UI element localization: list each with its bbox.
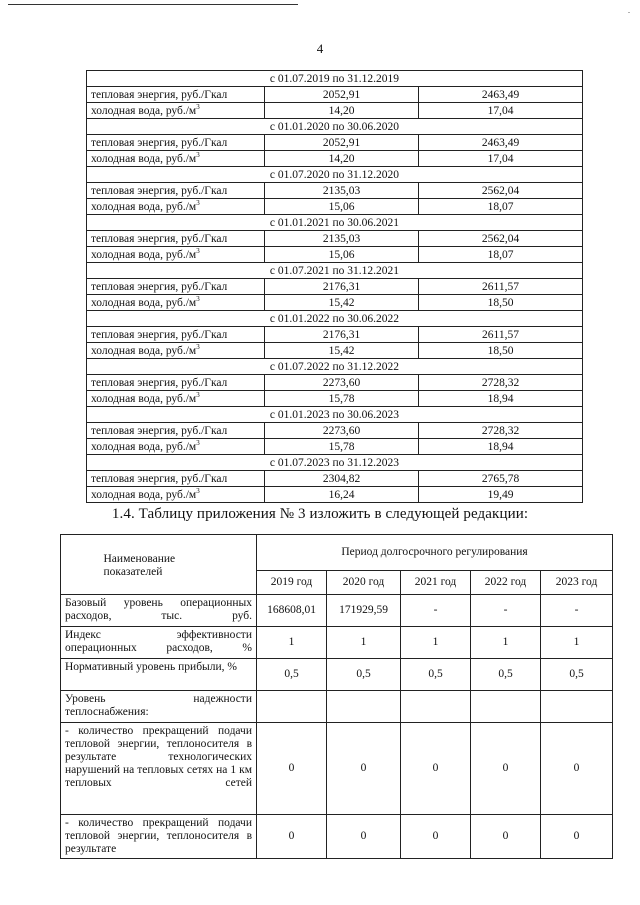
tariff-name: тепловая энергия, руб./Гкал (87, 375, 265, 391)
param-value: 0,5 (257, 659, 327, 691)
param-value (401, 691, 471, 723)
tariff-value-2: 18,50 (419, 295, 583, 311)
tariff-value-2: 17,04 (419, 151, 583, 167)
tariff-value-1: 2135,03 (265, 183, 419, 199)
param-value: 0 (327, 723, 401, 815)
period-row (87, 407, 583, 423)
tariff-name: тепловая энергия, руб./Гкал (87, 183, 265, 199)
tariff-name: тепловая энергия, руб./Гкал (87, 231, 265, 247)
period-row (87, 263, 583, 279)
period-label: с 01.01.2021 по 30.06.2021 (87, 215, 583, 231)
param-value: 0 (327, 815, 401, 859)
tariff-value-2: 2611,57 (419, 327, 583, 343)
tariff-value-2: 18,94 (419, 391, 583, 407)
param-value: 1 (327, 627, 401, 659)
param-row (61, 815, 613, 859)
tariff-row (87, 439, 583, 455)
tariff-row (87, 231, 583, 247)
tariff-value-2: 18,94 (419, 439, 583, 455)
tariff-value-1: 2273,60 (265, 423, 419, 439)
tariff-value-2: 2728,32 (419, 375, 583, 391)
tariff-row (87, 423, 583, 439)
tariff-value-1: 14,20 (265, 151, 419, 167)
param-value: 0 (471, 815, 541, 859)
tariff-value-1: 15,06 (265, 199, 419, 215)
param-name: - количество прекращений подачи тепловой энергии, теплоносителя в результате (61, 815, 257, 859)
period-row (87, 359, 583, 375)
tariff-value-2: 18,50 (419, 343, 583, 359)
period-label: с 01.07.2020 по 31.12.2020 (87, 167, 583, 183)
param-value: 1 (541, 627, 613, 659)
tariff-value-2: 17,04 (419, 103, 583, 119)
param-row (61, 595, 613, 627)
param-row (61, 627, 613, 659)
year-header: 2023 год (541, 571, 613, 595)
tariff-row (87, 87, 583, 103)
section-heading: 1.4. Таблицу приложения № 3 изложить в следующей редакции: (111, 506, 529, 522)
tariff-row (87, 327, 583, 343)
period-label: с 01.01.2020 по 30.06.2020 (87, 119, 583, 135)
tariff-value-2: 2728,32 (419, 423, 583, 439)
tariff-value-2: 18,07 (419, 247, 583, 263)
period-row (87, 119, 583, 135)
param-row (61, 659, 613, 691)
tariff-value-1: 15,78 (265, 391, 419, 407)
param-value (471, 691, 541, 723)
param-value: 0 (401, 815, 471, 859)
tariff-value-1: 15,42 (265, 343, 419, 359)
tariff-row (87, 183, 583, 199)
tariff-row (87, 279, 583, 295)
param-value: 0 (401, 723, 471, 815)
param-name: Базовый уровень операционных расходов, тыс. руб. (61, 595, 257, 627)
period-row (87, 71, 583, 87)
period-row (87, 167, 583, 183)
period-row (87, 215, 583, 231)
tariff-name: тепловая энергия, руб./Гкал (87, 327, 265, 343)
param-name: Уровень надежности теплоснабжения: (61, 691, 257, 723)
period-label: с 01.07.2019 по 31.12.2019 (87, 71, 583, 87)
period-label: с 01.01.2023 по 30.06.2023 (87, 407, 583, 423)
param-name: - количество прекращений подачи тепловой энергии, теплоносителя в результате технологических нарушений на тепловых сетях на 1 км тепловых сетей (61, 723, 257, 815)
tariff-row (87, 375, 583, 391)
period-label: с 01.01.2022 по 30.06.2022 (87, 311, 583, 327)
param-value (327, 691, 401, 723)
tariff-name: холодная вода, $руб./м^3$ (87, 439, 265, 455)
tariff-name: холодная вода, $руб./м^3$ (87, 391, 265, 407)
param-value: 0 (541, 723, 613, 815)
period-row (87, 455, 583, 471)
tariff-name: холодная вода, $руб./м^3$ (87, 343, 265, 359)
param-row (61, 691, 613, 723)
param-value: - (471, 595, 541, 627)
year-header: 2020 год (327, 571, 401, 595)
tariff-value-1: 14,20 (265, 103, 419, 119)
period-header: Период долгосрочного регулирования (257, 535, 613, 571)
param-value: 0 (541, 815, 613, 859)
page-number: 4 (316, 41, 324, 56)
period-label: с 01.07.2023 по 31.12.2023 (87, 455, 583, 471)
tariff-value-1: 2176,31 (265, 327, 419, 343)
tariff-value-1: 2052,91 (265, 135, 419, 151)
tariff-name: холодная вода, $руб./м^3$ (87, 247, 265, 263)
tariff-name: холодная вода, $руб./м^3$ (87, 199, 265, 215)
year-header: 2022 год (471, 571, 541, 595)
param-value: 1 (257, 627, 327, 659)
tariff-name: тепловая энергия, руб./Гкал (87, 423, 265, 439)
tariff-value-1: 2052,91 (265, 87, 419, 103)
tariff-value-1: 15,42 (265, 295, 419, 311)
param-value: 0,5 (327, 659, 401, 691)
param-value: 0,5 (401, 659, 471, 691)
param-value: 0,5 (541, 659, 613, 691)
tariff-row (87, 103, 583, 119)
tariff-value-1: 15,06 (265, 247, 419, 263)
param-name: Индекс эффективности операционных расходов, % (61, 627, 257, 659)
tariff-value-2: 2463,49 (419, 135, 583, 151)
tariff-value-1: 2273,60 (265, 375, 419, 391)
param-value: 0 (257, 815, 327, 859)
tariff-value-1: 2304,82 (265, 471, 419, 487)
tariff-row (87, 247, 583, 263)
tariff-name: тепловая энергия, руб./Гкал (87, 87, 265, 103)
tariff-row (87, 343, 583, 359)
tariff-value-2: 19,49 (419, 487, 583, 503)
tariff-value-2: 2765,78 (419, 471, 583, 487)
tariff-value-2: 2463,49 (419, 87, 583, 103)
period-label: с 01.07.2022 по 31.12.2022 (87, 359, 583, 375)
param-value: 168608,01 (257, 595, 327, 627)
tariff-name: холодная вода, $руб./м^3$ (87, 103, 265, 119)
param-value: 1 (471, 627, 541, 659)
tariff-value-2: 2611,57 (419, 279, 583, 295)
param-name-header: Наименование показателей (61, 535, 257, 595)
tariff-row (87, 391, 583, 407)
param-value: 171929,59 (327, 595, 401, 627)
year-header: 2019 год (257, 571, 327, 595)
tariff-value-1: 16,24 (265, 487, 419, 503)
tariff-row (87, 471, 583, 487)
param-value: 0 (257, 723, 327, 815)
param-value: 0,5 (471, 659, 541, 691)
parameters-table (60, 534, 613, 859)
tariff-value-2: 2562,04 (419, 231, 583, 247)
tariff-name: тепловая энергия, руб./Гкал (87, 471, 265, 487)
period-row (87, 311, 583, 327)
param-value: - (401, 595, 471, 627)
period-label: с 01.07.2021 по 31.12.2021 (87, 263, 583, 279)
tariff-row (87, 199, 583, 215)
param-value: 1 (401, 627, 471, 659)
tariff-name: тепловая энергия, руб./Гкал (87, 279, 265, 295)
param-value (257, 691, 327, 723)
param-row (61, 723, 613, 815)
param-value: 0 (471, 723, 541, 815)
tariff-row (87, 487, 583, 503)
tariff-table (86, 70, 583, 503)
tariff-value-1: 2135,03 (265, 231, 419, 247)
tariff-value-2: 18,07 (419, 199, 583, 215)
param-name: Нормативный уровень прибыли, % (61, 659, 257, 691)
tariff-row (87, 295, 583, 311)
tariff-name: холодная вода, $руб./м^3$ (87, 151, 265, 167)
tariff-row (87, 135, 583, 151)
tariff-row (87, 151, 583, 167)
param-value: - (541, 595, 613, 627)
param-value (541, 691, 613, 723)
tariff-name: холодная вода, $руб./м^3$ (87, 487, 265, 503)
tariff-name: тепловая энергия, руб./Гкал (87, 135, 265, 151)
tariff-value-2: 2562,04 (419, 183, 583, 199)
tariff-name: холодная вода, $руб./м^3$ (87, 295, 265, 311)
year-header: 2021 год (401, 571, 471, 595)
tariff-value-1: 2176,31 (265, 279, 419, 295)
corner-mark: . (628, 6, 630, 15)
top-rule (8, 4, 298, 5)
tariff-value-1: 15,78 (265, 439, 419, 455)
